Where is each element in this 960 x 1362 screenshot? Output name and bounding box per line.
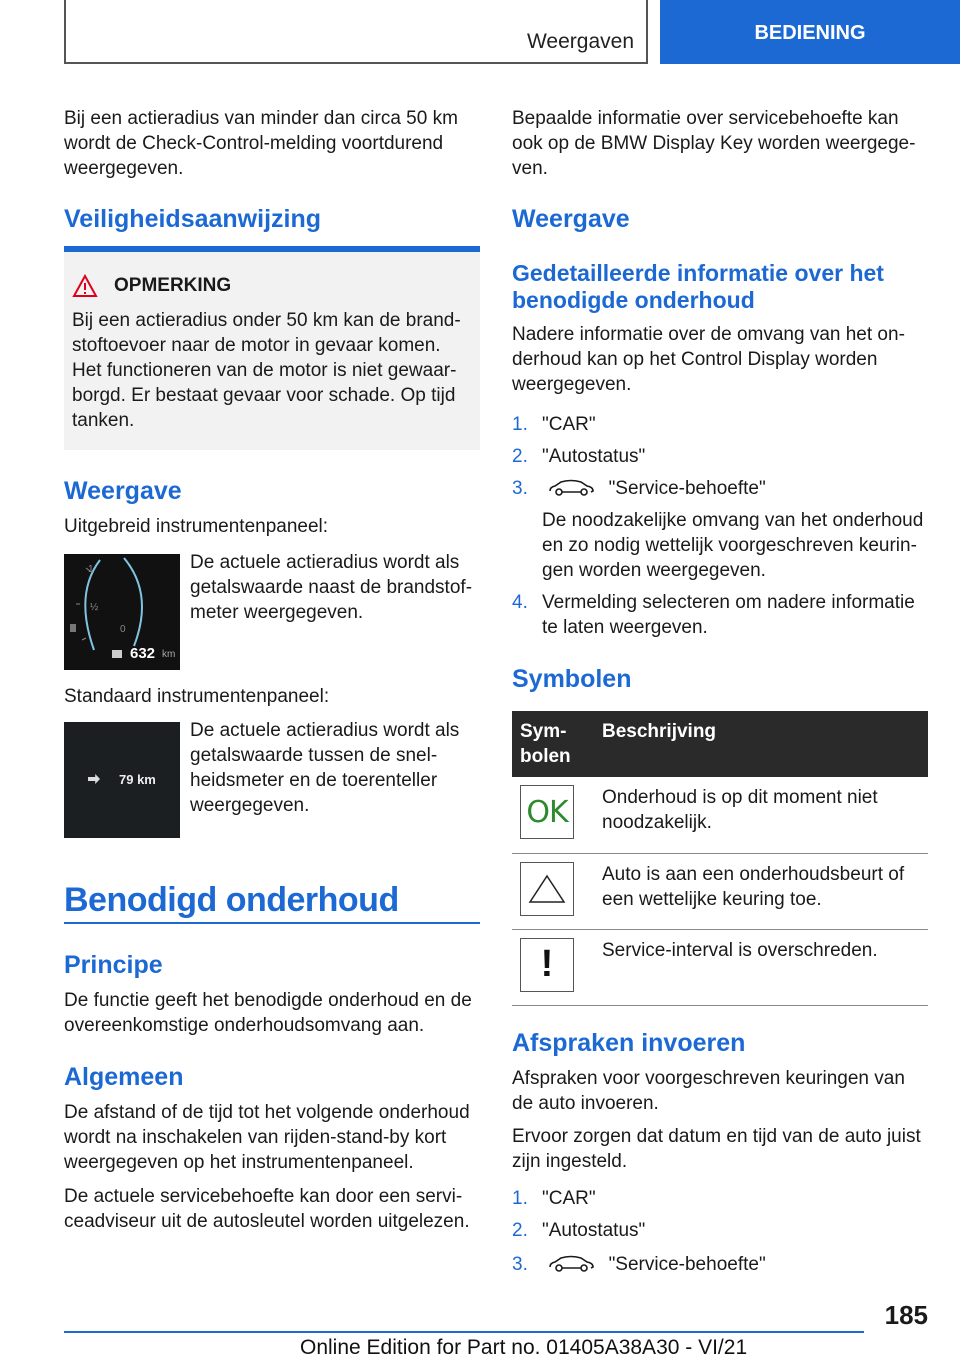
col-symbols: Symbolen [520,721,571,767]
range-value: 632 [130,645,156,662]
general-text-2: De actuele servicebehoefte kan door een serviceadviseur uit de autosleutel worden uitgelezen. [64,1186,470,1232]
table-row [512,929,928,1005]
page-number: 185 [884,1300,928,1330]
step2-3: 3. "Service-behoefte" [512,1254,766,1275]
extended-cluster-image [64,554,180,670]
display-heading-left: Weergave [64,477,182,505]
service-due-triangle-icon [520,862,574,916]
standard-text: De actuele actieradius wordt als getalswaarde tussen de snelheidsmeter en de toerenteller weergegeven. [190,720,460,816]
step-2: 2. "Autostatus" [512,446,646,467]
row-desc-due: Auto is aan een onderhoudsbeurt of een wettelijke keuring toe. [594,853,928,929]
range-unit: km [162,649,176,660]
display-heading-right: Weergave [512,205,630,233]
range-value-standard: 79 km [119,772,156,787]
col-description: Beschrijving [602,721,717,742]
gauge-tick-0: 0 [120,624,126,635]
heading-rule [64,922,480,924]
warning-box [64,246,480,450]
footer-edition: Online Edition for Part no. 01405A38A30 - VI/21 [300,1336,748,1359]
car-service-icon [547,477,595,497]
footer-rule [64,1331,864,1333]
step-1: 1. "CAR" [512,414,596,435]
general-heading: Algemeen [64,1063,184,1091]
right-intro: Bepaalde informatie over servicebehoefte kan ook op de BMW Display Key worden weergegeven. [512,108,916,179]
chapter-tab: BEDIENING [660,0,960,64]
standard-label: Standaard instrumentenpaneel: [64,686,330,707]
row-desc-overdue: Service-interval is overschreden. [594,929,928,1005]
car-service-icon [547,1253,595,1273]
principle-heading: Principe [64,951,163,979]
extended-text: De actuele actieradius wordt als getalswaarde naast de brandstofmeter weergegeven. [190,552,473,623]
safety-heading: Veiligheidsaanwijzing [64,205,322,233]
table-row [512,853,928,929]
warning-body: Bij een actieradius onder 50 km kan de brandstoftoevoer naar de motor in gevaar komen. Het functioneren van de motor is niet gewaarborgd. Er bestaat gevaar voor schade. Op tijd tanken. [72,310,461,431]
general-text-1: De afstand of de tijd tot het volgende onderhoud wordt na inschakelen van rijden-stand-by kort weergegeven op het instrumentenpaneel. [64,1102,470,1173]
step-3: 3. "Service-behoefte" [512,478,766,499]
appointments-heading: Afspraken invoeren [512,1029,746,1057]
standard-cluster-image [64,722,180,838]
gauge-tick-1: 1 [88,564,94,575]
principle-text: De functie geeft het benodigde onderhoud en de overeenkomstige onderhoudsomvang aan. [64,990,472,1036]
row-desc-ok: Onderhoud is op dit moment niet noodzakelijk. [594,777,928,853]
main-heading: Benodigd onderhoud [64,881,399,919]
warning-title: OPMERKING [114,275,232,296]
ok-icon: OK [520,785,574,839]
fuel-arrow-icon [88,774,100,784]
symbols-heading: Symbolen [512,665,632,693]
detail-text: Nadere informatie over de omvang van het onderhoud kan op het Control Display worden weergegeven. [512,324,905,395]
step-4: 4. Vermelding selecteren om nadere informatie te laten weergeven. [512,592,915,638]
symbols-table [512,711,928,1006]
gauge-tick-half: ½ [90,602,99,613]
appointments-text-2: Ervoor zorgen dat datum en tijd van de auto juist zijn ingesteld. [512,1126,921,1172]
detail-heading: Gedetailleerde informatie over het benodigde onderhoud [512,260,884,313]
section-title: Weergaven [526,30,634,53]
step-3-detail: De noodzakelijke omvang van het onderhoud en zo nodig wettelijk voorgeschreven keuringen worden weergegeven. [542,510,924,581]
table-row [512,777,928,853]
step2-2: 2. "Autostatus" [512,1220,646,1241]
extended-label: Uitgebreid instrumentenpaneel: [64,516,329,537]
warning-triangle-icon [72,274,98,298]
left-intro: Bij een actieradius van minder dan circa 50 km wordt de Check-Control-melding voortdurend weergegeven. [64,108,458,179]
overdue-exclamation-icon: ! [520,938,574,992]
appointments-text-1: Afspraken voor voorgeschreven keuringen van de auto invoeren. [512,1068,905,1114]
step2-1: 1. "CAR" [512,1188,596,1209]
fuel-pump-icon [112,650,122,658]
table-header [512,711,928,777]
